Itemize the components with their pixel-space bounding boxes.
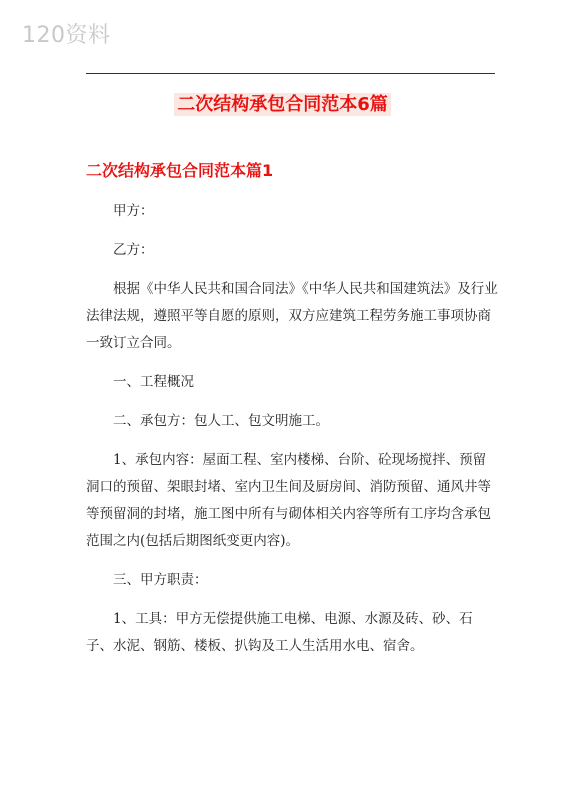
party-b-line: 乙方： [113, 242, 154, 258]
document-title [0, 93, 565, 117]
clause-contractor: 二、承包方：包人工、包文明施工。 [113, 413, 329, 429]
party-a-line: 甲方： [113, 203, 154, 219]
watermark: 120资料 [22, 23, 111, 48]
clause-party-a-duties: 三、甲方职责： [113, 572, 208, 588]
clause-scope: 1、承包内容：屋面工程、室内楼梯、台阶、砼现场搅拌、预留洞口的预留、架眼封堵、室内卫生间及厨房间、消防预留、通风井等等预留洞的封堵，施工图中所有与砌体相关内容等所有工序均含承包范围之内(包括后期图纸变更内容)。 [86, 452, 491, 549]
document-title-text: 二次结构承包合同范本6篇 [174, 93, 391, 116]
clause-tools: 1、工具：甲方无偿提供施工电梯、电源、水源及砖、砂、石子、水泥、钢筋、楼板、扒钩及工人生活用水电、宿舍。 [86, 611, 473, 654]
document-body [86, 198, 498, 672]
header-divider [86, 73, 495, 74]
section-heading: 二次结构承包合同范本篇1 [86, 161, 274, 180]
clause-project-overview: 一、工程概况 [113, 374, 194, 390]
preamble-paragraph: 根据《中华人民共和国合同法》《中华人民共和国建筑法》及行业法律法规，遵照平等自愿的原则，双方应建筑工程劳务施工事项协商一致订立合同。 [86, 281, 498, 351]
